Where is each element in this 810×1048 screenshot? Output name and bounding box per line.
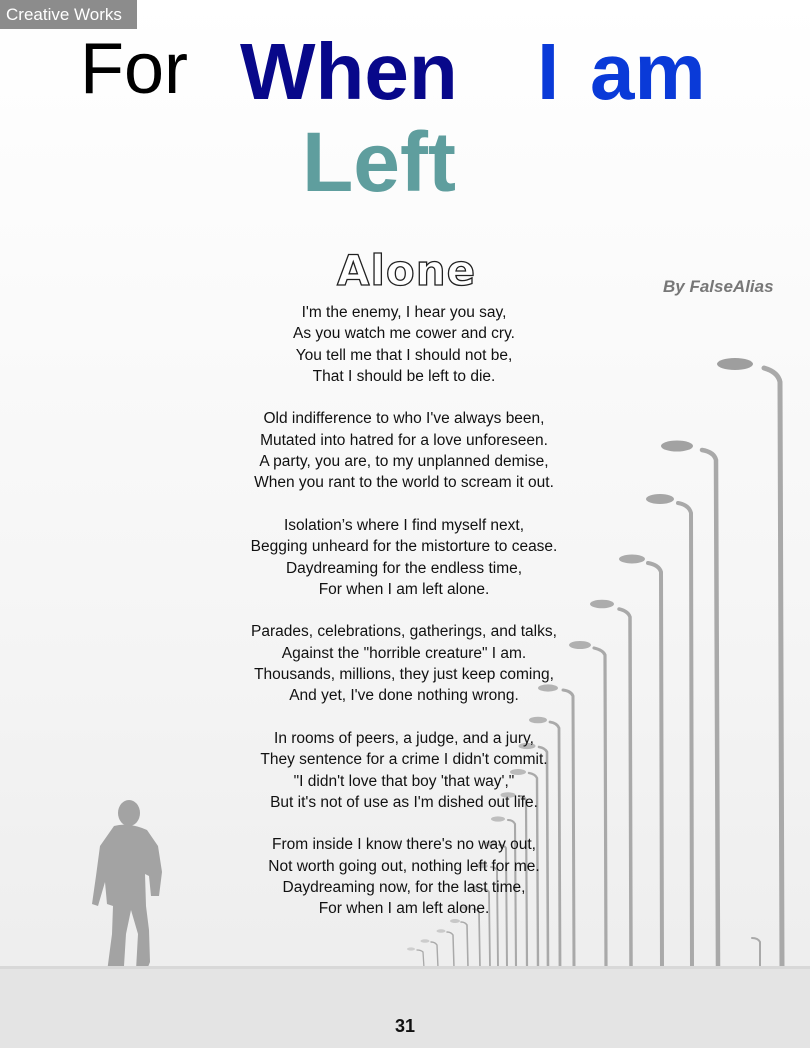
poem-line: They sentence for a crime I didn't commit. — [260, 751, 548, 769]
title-word-left: Left — [302, 115, 456, 209]
poem-line: Mutated into hatred for a love unforeseen. — [260, 431, 548, 449]
poem-line: Thousands, millions, they just keep coming, — [254, 666, 554, 684]
poem-line: And yet, I've done nothing wrong. — [289, 687, 519, 705]
poem-line: That I should be left to die. — [312, 367, 496, 385]
poem-line: When you rant to the world to scream it out. — [254, 474, 554, 492]
title-word-am: am — [590, 27, 706, 116]
stanza-3 — [214, 515, 594, 600]
poem-line: A party, you are, to my unplanned demise, — [259, 453, 549, 471]
poem-line: "I didn't love that boy 'that way'," — [293, 772, 515, 790]
stanza-6 — [214, 834, 594, 919]
title-word-for: For — [80, 29, 188, 109]
stanza-2 — [214, 408, 594, 493]
stanza-5 — [214, 728, 594, 813]
poem-line: Against the "horrible creature" I am. — [281, 644, 527, 662]
poem-line: For when I am left alone. — [318, 580, 490, 598]
title-word-i: I — [537, 27, 560, 116]
poem-line: For when I am left alone. — [318, 900, 490, 918]
author-byline: By FalseAlias — [663, 277, 774, 296]
poem-line: Parades, celebrations, gatherings, and talks, — [251, 623, 557, 641]
poem-line: In rooms of peers, a judge, and a jury, — [274, 729, 534, 747]
poem-line: From inside I know there's no way out, — [272, 836, 536, 854]
poem-line: Begging unheard for the mistorture to cease. — [250, 538, 558, 556]
poem-subtitle: Alone — [337, 246, 477, 295]
stanza-4 — [214, 621, 594, 706]
poem-title — [0, 22, 810, 222]
poem-line: I'm the enemy, I hear you say, — [301, 304, 507, 321]
poem-line: Old indifference to who I've always been, — [263, 410, 545, 428]
poem-line: Daydreaming now, for the last time, — [282, 879, 526, 897]
poem-line: But it's not of use as I'm dished out life. — [270, 793, 538, 811]
poem-line: Not worth going out, nothing left for me. — [268, 857, 540, 875]
stanza-1 — [214, 302, 594, 387]
page-number: 31 — [394, 1016, 416, 1036]
poem-line: You tell me that I should not be, — [295, 346, 513, 364]
section-tag: Creative Works — [0, 0, 137, 29]
poem-line: Daydreaming for the endless time, — [285, 559, 523, 577]
poem-line: Isolation’s where I find myself next, — [283, 516, 525, 534]
poem-line: As you watch me cower and cry. — [293, 325, 515, 343]
title-word-when: When — [240, 27, 458, 116]
poem-body — [214, 302, 594, 941]
